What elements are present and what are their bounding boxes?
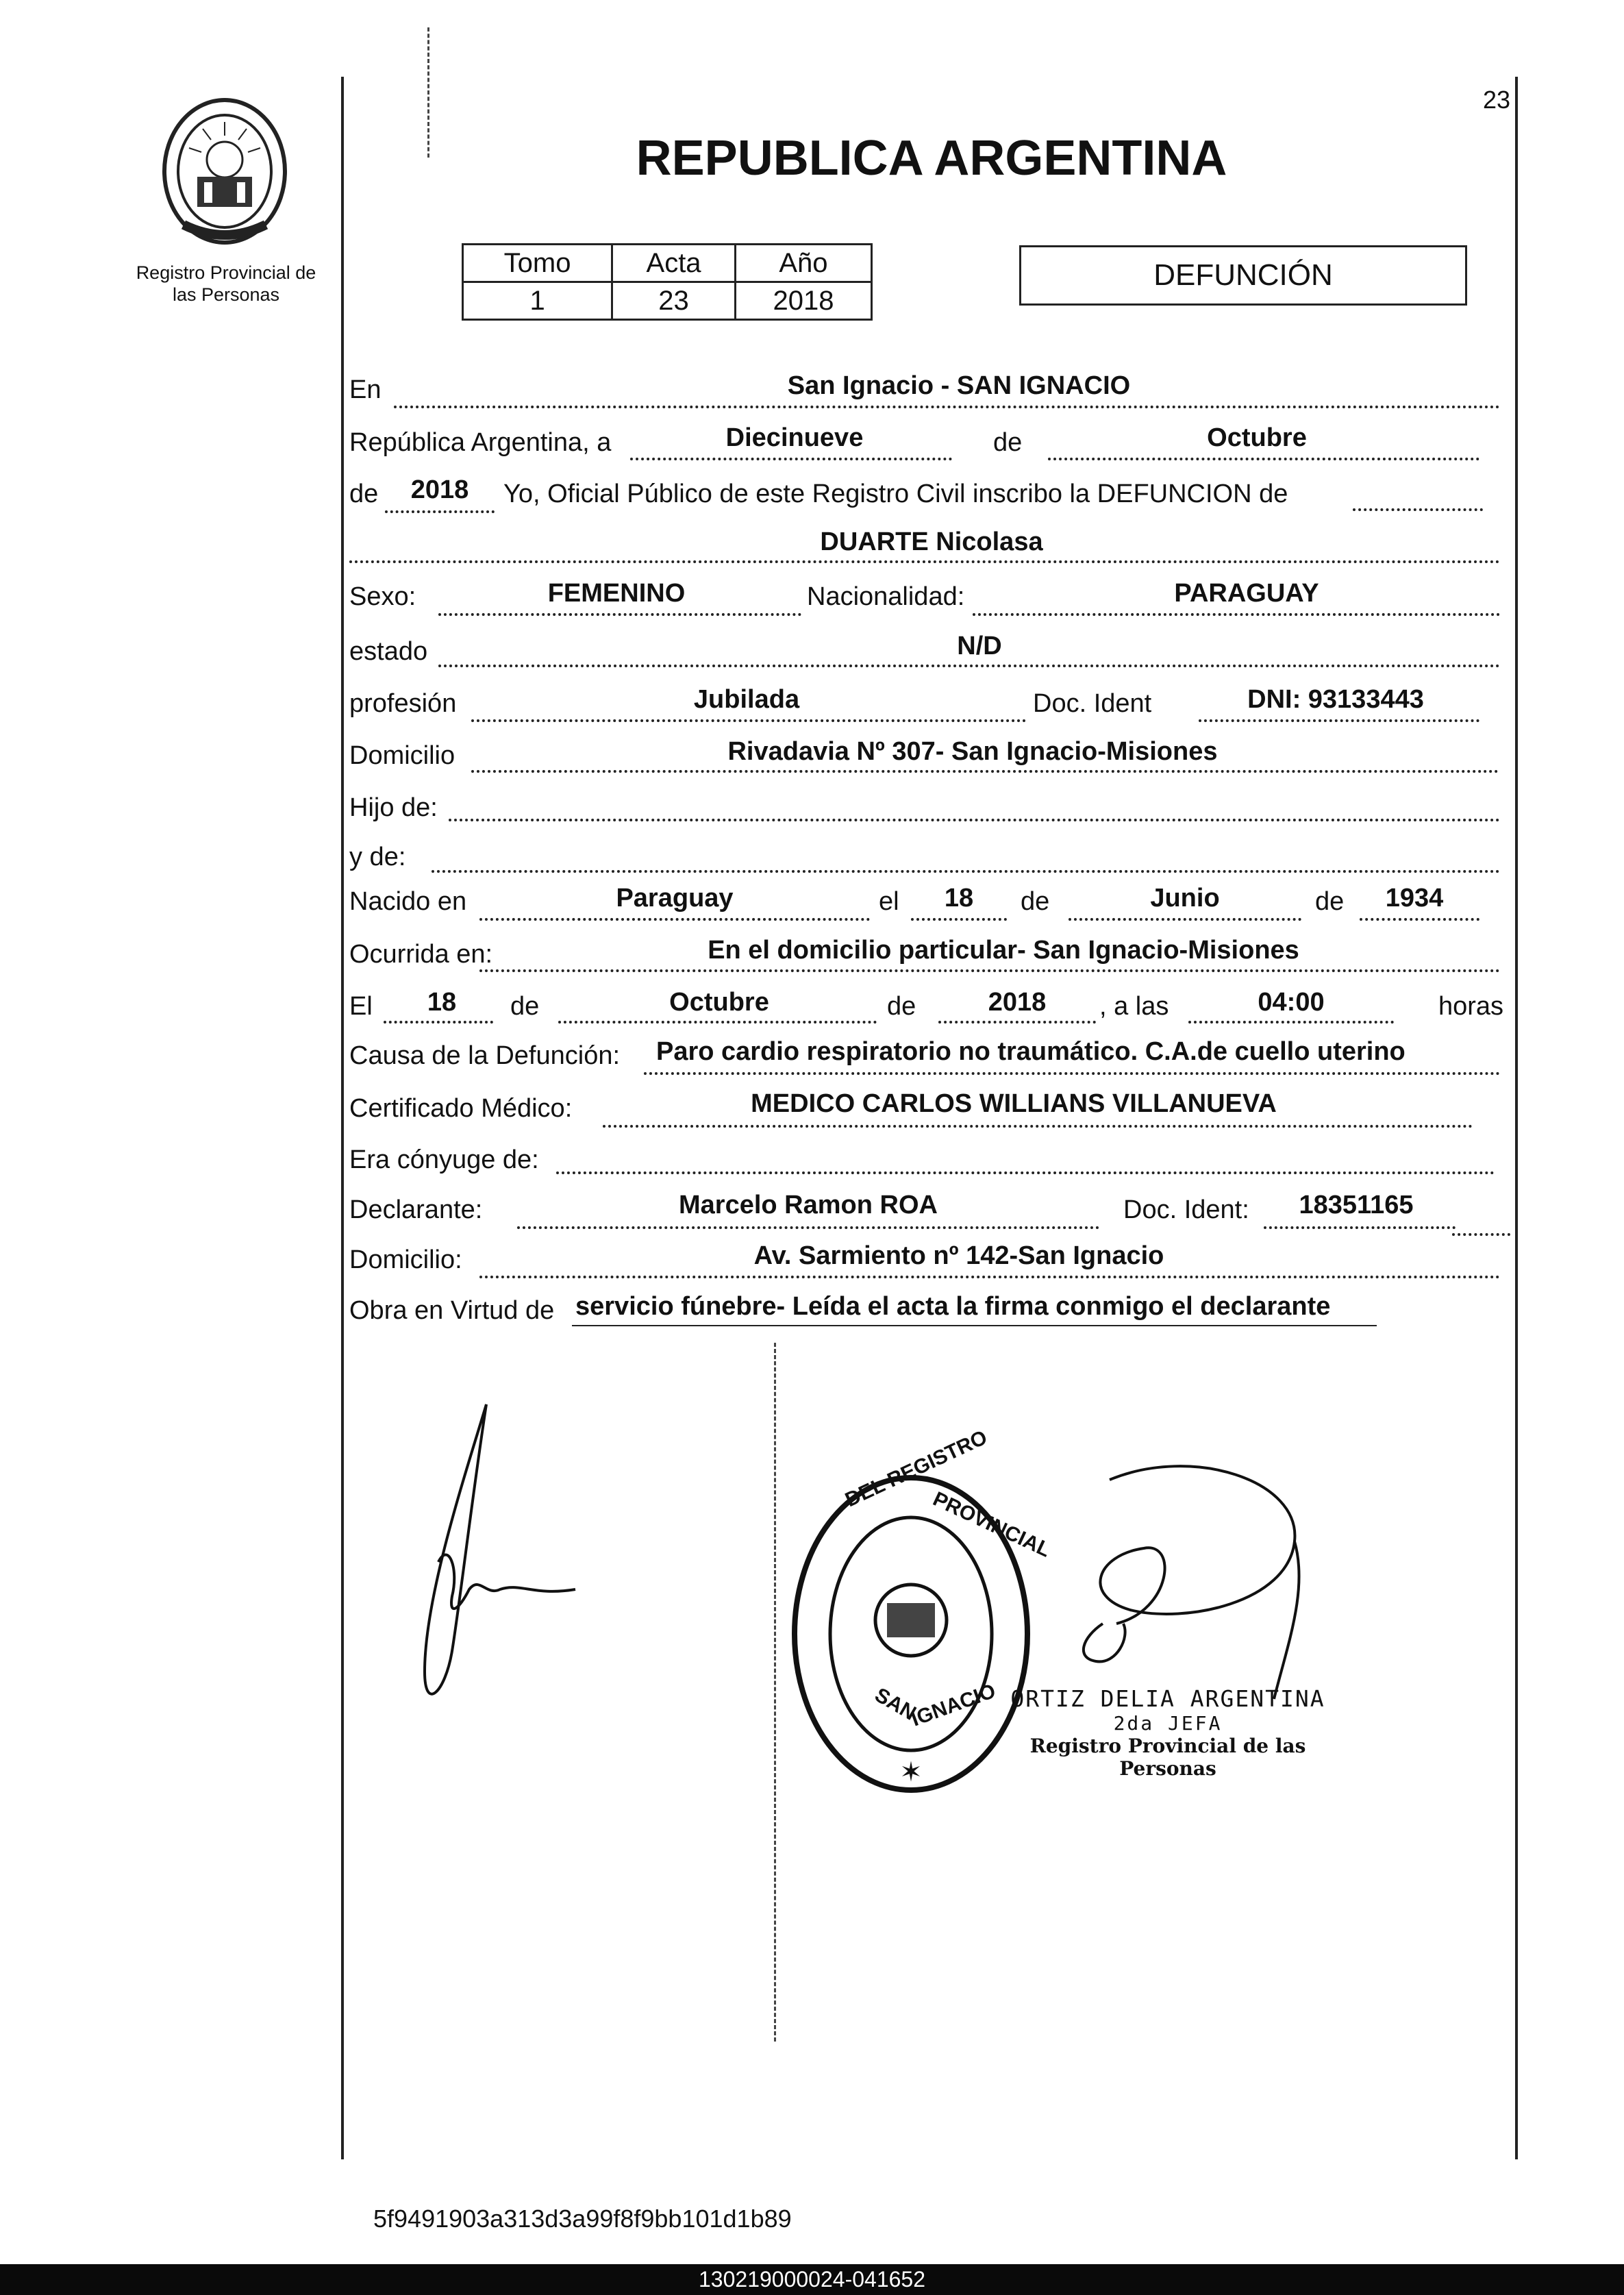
label-de-1: de (1021, 887, 1050, 916)
value-lugar: San Ignacio - SAN IGNACIO (787, 371, 1131, 400)
dotted-line (517, 1226, 1099, 1229)
dotted-line (479, 918, 870, 921)
fold-mark-bottom (774, 1343, 776, 2042)
label-de-3: de (510, 992, 540, 1021)
label-horas: horas (1438, 992, 1504, 1021)
value-dni: DNI: 93133443 (1247, 685, 1424, 714)
label-nacionalidad: Nacionalidad: (807, 582, 965, 611)
svg-text:PROVINCIAL: PROVINCIAL (929, 1487, 1054, 1562)
doc-type: DEFUNCIÓN (1153, 258, 1333, 292)
label-nacido-en: Nacido en (349, 887, 467, 916)
svg-text:✶: ✶ (899, 1757, 923, 1787)
dotted-line (603, 1125, 1473, 1128)
table-value-acta: 23 (612, 282, 736, 320)
dotted-line (449, 819, 1500, 821)
page-title: REPUBLICA ARGENTINA (636, 131, 1227, 186)
value-causa: Paro cardio respiratorio no traumático. C.A.de cuello uterino (656, 1037, 1406, 1066)
declarant-signature (384, 1391, 603, 1720)
label-ocurrida-en: Ocurrida en: (349, 940, 493, 969)
value-domicilio-declarante: Av. Sarmiento nº 142-San Ignacio (753, 1241, 1164, 1270)
logo-caption (116, 262, 336, 306)
right-margin-line (1515, 77, 1518, 2159)
label-doc-ident-2: Doc. Ident: (1123, 1195, 1249, 1224)
dotted-line (394, 406, 1500, 408)
dotted-line (385, 510, 495, 513)
dotted-line (438, 665, 1500, 667)
value-nac-dia: 18 (944, 884, 974, 913)
logo-caption-line1: Registro Provincial de (136, 262, 316, 283)
table-value-anio: 2018 (735, 282, 871, 320)
dotted-line (572, 1325, 1377, 1326)
svg-text:DEL REGISTRO: DEL REGISTRO (842, 1426, 991, 1512)
dotted-line (1188, 1021, 1394, 1024)
label-domicilio-2: Domicilio: (349, 1245, 462, 1274)
official-office: Registro Provincial de las Personas (1029, 1735, 1306, 1780)
label-declarante: Declarante: (349, 1195, 483, 1224)
value-medico: MEDICO CARLOS WILLIANS VILLANUEVA (751, 1089, 1277, 1118)
dotted-line (479, 1276, 1500, 1278)
value-def-dia: 18 (427, 988, 457, 1017)
value-hora: 04:00 (1258, 988, 1325, 1017)
label-hijo-de: Hijo de: (349, 793, 438, 822)
dotted-line (479, 969, 1500, 972)
table-header-anio: Año (735, 245, 871, 282)
dotted-line (644, 1072, 1500, 1075)
doc-type-box (1019, 245, 1467, 306)
dotted-line (558, 1021, 877, 1024)
value-nacionalidad: PARAGUAY (1174, 579, 1319, 608)
label-a-las: , a las (1099, 992, 1169, 1021)
logo-caption-line2: las Personas (172, 284, 280, 305)
dotted-line (938, 1021, 1096, 1024)
label-certificado: Certificado Médico: (349, 1094, 573, 1123)
value-anio: 2018 (410, 475, 469, 504)
label-el-2: El (349, 992, 373, 1021)
dotted-line (911, 918, 1007, 921)
table-header-acta: Acta (612, 245, 736, 282)
svg-text:SAN: SAN (871, 1683, 920, 1725)
province-logo (156, 95, 293, 252)
label-de-2: de (1315, 887, 1345, 916)
footer-code: 130219000024-041652 (699, 2267, 925, 2292)
label-republica: República Argentina, a (349, 428, 612, 457)
label-de-4: de (887, 992, 916, 1021)
label-conyuge: Era cónyuge de: (349, 1145, 539, 1174)
dotted-line (384, 1021, 493, 1024)
dotted-line (1264, 1226, 1456, 1229)
dotted-line (1199, 719, 1479, 722)
fold-mark-top (427, 27, 429, 158)
value-nacido-en: Paraguay (616, 884, 734, 913)
official-stamp (784, 1426, 1054, 1802)
left-margin-line (341, 77, 344, 2159)
dotted-line (1353, 508, 1483, 511)
label-sexo: Sexo: (349, 582, 416, 611)
value-domicilio: Rivadavia Nº 307- San Ignacio-Misiones (727, 737, 1218, 766)
label-y-de: y de: (349, 843, 406, 871)
value-profesion: Jubilada (693, 685, 800, 714)
dotted-line (556, 1171, 1495, 1174)
label-doc-ident: Doc. Ident (1033, 689, 1152, 718)
label-el: el (879, 887, 899, 916)
dotted-line (1069, 918, 1301, 921)
label-obra: Obra en Virtud de (349, 1296, 555, 1325)
value-mes: Octubre (1207, 423, 1307, 452)
dotted-line (471, 770, 1499, 773)
dotted-line (471, 719, 1026, 722)
svg-text:IGNACIO: IGNACIO (908, 1679, 999, 1731)
value-obra: servicio fúnebre- Leída el acta la firma conmigo el declarante (575, 1292, 1331, 1321)
official-role: 2da JEFA (1113, 1712, 1223, 1735)
value-ocurrida-en: En el domicilio particular- San Ignacio-Misiones (708, 936, 1299, 965)
official-block (1007, 1685, 1329, 1780)
label-domicilio: Domicilio (349, 741, 455, 770)
page-number: 23 (1483, 86, 1511, 114)
label-en: En (349, 375, 382, 404)
dotted-line (349, 560, 1500, 563)
dotted-line (973, 613, 1500, 616)
dotted-line (1360, 918, 1479, 921)
value-nac-mes: Junio (1150, 884, 1220, 913)
dotted-line (432, 870, 1500, 873)
dotted-line (630, 458, 952, 460)
label-de: de (993, 428, 1023, 457)
value-declarante: Marcelo Ramon ROA (679, 1191, 938, 1219)
value-nombre: DUARTE Nicolasa (820, 528, 1043, 556)
value-sexo: FEMENINO (547, 579, 686, 608)
value-estado: N/D (957, 632, 1002, 660)
document-hash: 5f9491903a313d3a99f8f9bb101d1b89 (373, 2205, 792, 2233)
footer-bar (0, 2264, 1624, 2295)
label-de-year: de (349, 480, 379, 508)
value-def-mes: Octubre (669, 988, 769, 1017)
official-name: ORTIZ DELIA ARGENTINA (1010, 1685, 1325, 1712)
dotted-line (1048, 458, 1479, 460)
value-def-anio: 2018 (988, 988, 1047, 1017)
label-estado: estado (349, 637, 428, 666)
table-header-tomo: Tomo (463, 245, 612, 282)
dotted-line (1452, 1233, 1510, 1236)
record-table (462, 243, 873, 321)
label-yo: Yo, Oficial Público de este Registro Civil inscribo la DEFUNCION de (503, 480, 1288, 508)
label-profesion: profesión (349, 689, 457, 718)
table-value-tomo: 1 (463, 282, 612, 320)
dotted-line (438, 613, 801, 616)
value-doc-declarante: 18351165 (1299, 1191, 1414, 1219)
label-causa: Causa de la Defunción: (349, 1041, 621, 1070)
value-dia: Diecinueve (725, 423, 864, 452)
value-nac-anio: 1934 (1385, 884, 1444, 913)
